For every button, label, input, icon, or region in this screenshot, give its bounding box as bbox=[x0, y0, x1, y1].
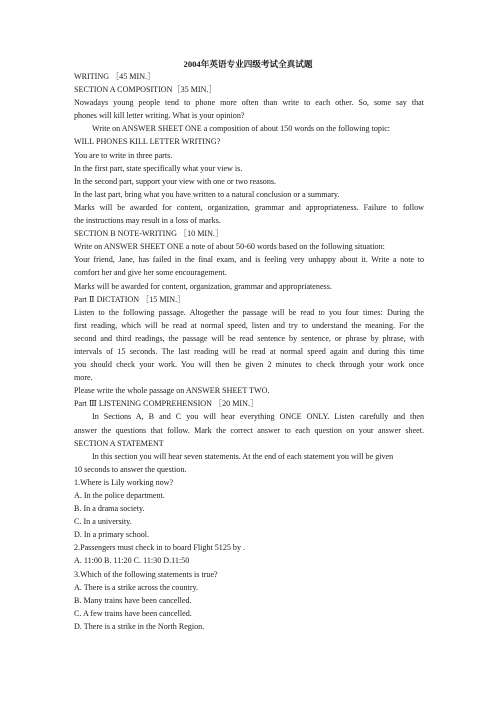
text-line: C. A few trains have been cancelled. bbox=[74, 608, 192, 618]
text-line: SECTION B NOTE-WRITING ［10 MIN.］ bbox=[74, 229, 224, 239]
text-line: comfort her and give her some encouragement. bbox=[74, 268, 227, 278]
text-line: phones will kill letter writing. What is your opinion? bbox=[74, 111, 245, 121]
text-line: D. There is a strike in the North Region. bbox=[74, 621, 205, 631]
text-line: SECTION A STATEMENT bbox=[74, 438, 164, 448]
text-line: In the last part, bring what you have written to a natural conclusion or a summary. bbox=[74, 189, 340, 199]
text-line: Part Ⅱ DICTATION ［15 MIN.］ bbox=[74, 294, 186, 304]
text-line: In Sections A, B and C you will hear everything ONCE ONLY. Listen carefully and then bbox=[92, 412, 424, 422]
text-line: WRITING ［45 MIN.］ bbox=[74, 72, 156, 81]
text-line: you should check your work. You will then be given 2 minutes to check through your work once bbox=[74, 360, 424, 370]
text-line: You are to write in three parts. bbox=[74, 150, 173, 160]
text-line: 1.Where is Lily working now? bbox=[74, 477, 174, 487]
text-line: more. bbox=[74, 373, 93, 383]
text-line: Please write the whole passage on ANSWER SHEET TWO. bbox=[74, 386, 270, 396]
text-line: Write on ANSWER SHEET ONE a note of about 50-60 words based on the following situation: bbox=[74, 242, 385, 252]
text-line: In this section you will hear seven statements. At the end of each statement you will be given bbox=[92, 451, 394, 461]
document-body bbox=[74, 70, 424, 633]
text-line: WILL PHONES KILL LETTER WRITING? bbox=[74, 137, 221, 147]
text-line: Listen to the following passage. Altogether the passage will be read to you four times: During the bbox=[74, 307, 424, 317]
text-line: In the second part, support your view with one or two reasons. bbox=[74, 176, 277, 186]
text-line: first reading, which will be read at normal speed, listen and try to understand the meaning. For the bbox=[74, 320, 424, 330]
text-line: intervals of 15 seconds. The last reading will be read at normal speed again and during this time bbox=[74, 346, 424, 356]
text-line: B. Many trains have been cancelled. bbox=[74, 595, 192, 605]
text-line: Your friend, Jane, has failed in the final exam, and is feeling very unhappy about it. Write a note to bbox=[74, 255, 424, 265]
text-line: the instructions may result in a loss of marks. bbox=[74, 216, 221, 226]
text-line: D. In a primary school. bbox=[74, 530, 150, 540]
document-title: 2004年英语专业四级考试全真试题 bbox=[183, 59, 313, 69]
text-line: Nowadays young people tend to phone more often than write to each other. So, some say that bbox=[74, 98, 424, 108]
text-line: A. In the police department. bbox=[74, 491, 165, 500]
text-line: SECTION A COMPOSITION［35 MIN.］ bbox=[74, 85, 217, 95]
text-line: Write on ANSWER SHEET ONE a composition of about 150 words on the following topic: bbox=[92, 124, 391, 134]
text-line: 3.Which of the following statements is true? bbox=[74, 569, 218, 579]
text-line: A. 11:00 B. 11:20 C. 11:30 D.11:50 bbox=[74, 556, 190, 566]
text-line: Part Ⅲ LISTENING COMPREHENSION ［20 MIN.］ bbox=[74, 399, 259, 409]
text-line: A. There is a strike across the country. bbox=[74, 582, 199, 592]
text-line: 10 seconds to answer the question. bbox=[74, 464, 187, 474]
text-line: 2.Passengers must check in to board Flight 5125 by . bbox=[74, 543, 246, 553]
text-line: In the first part, state specifically what your view is. bbox=[74, 163, 243, 173]
text-line: B. In a drama society. bbox=[74, 504, 145, 514]
text-line: second and third readings, the passage will be read sentence by sentence, or phrase by phrase, with bbox=[74, 333, 424, 343]
text-line: answer the questions that follow. Mark the correct answer to each question on your answer sheet. bbox=[74, 425, 424, 435]
text-line: Marks will be awarded for content, organization, grammar and appropriateness. bbox=[74, 281, 332, 291]
text-line: C. In a university. bbox=[74, 517, 132, 527]
text-line: Marks will be awarded for content, organization, grammar and appropriateness. Failure to follow bbox=[74, 202, 424, 212]
